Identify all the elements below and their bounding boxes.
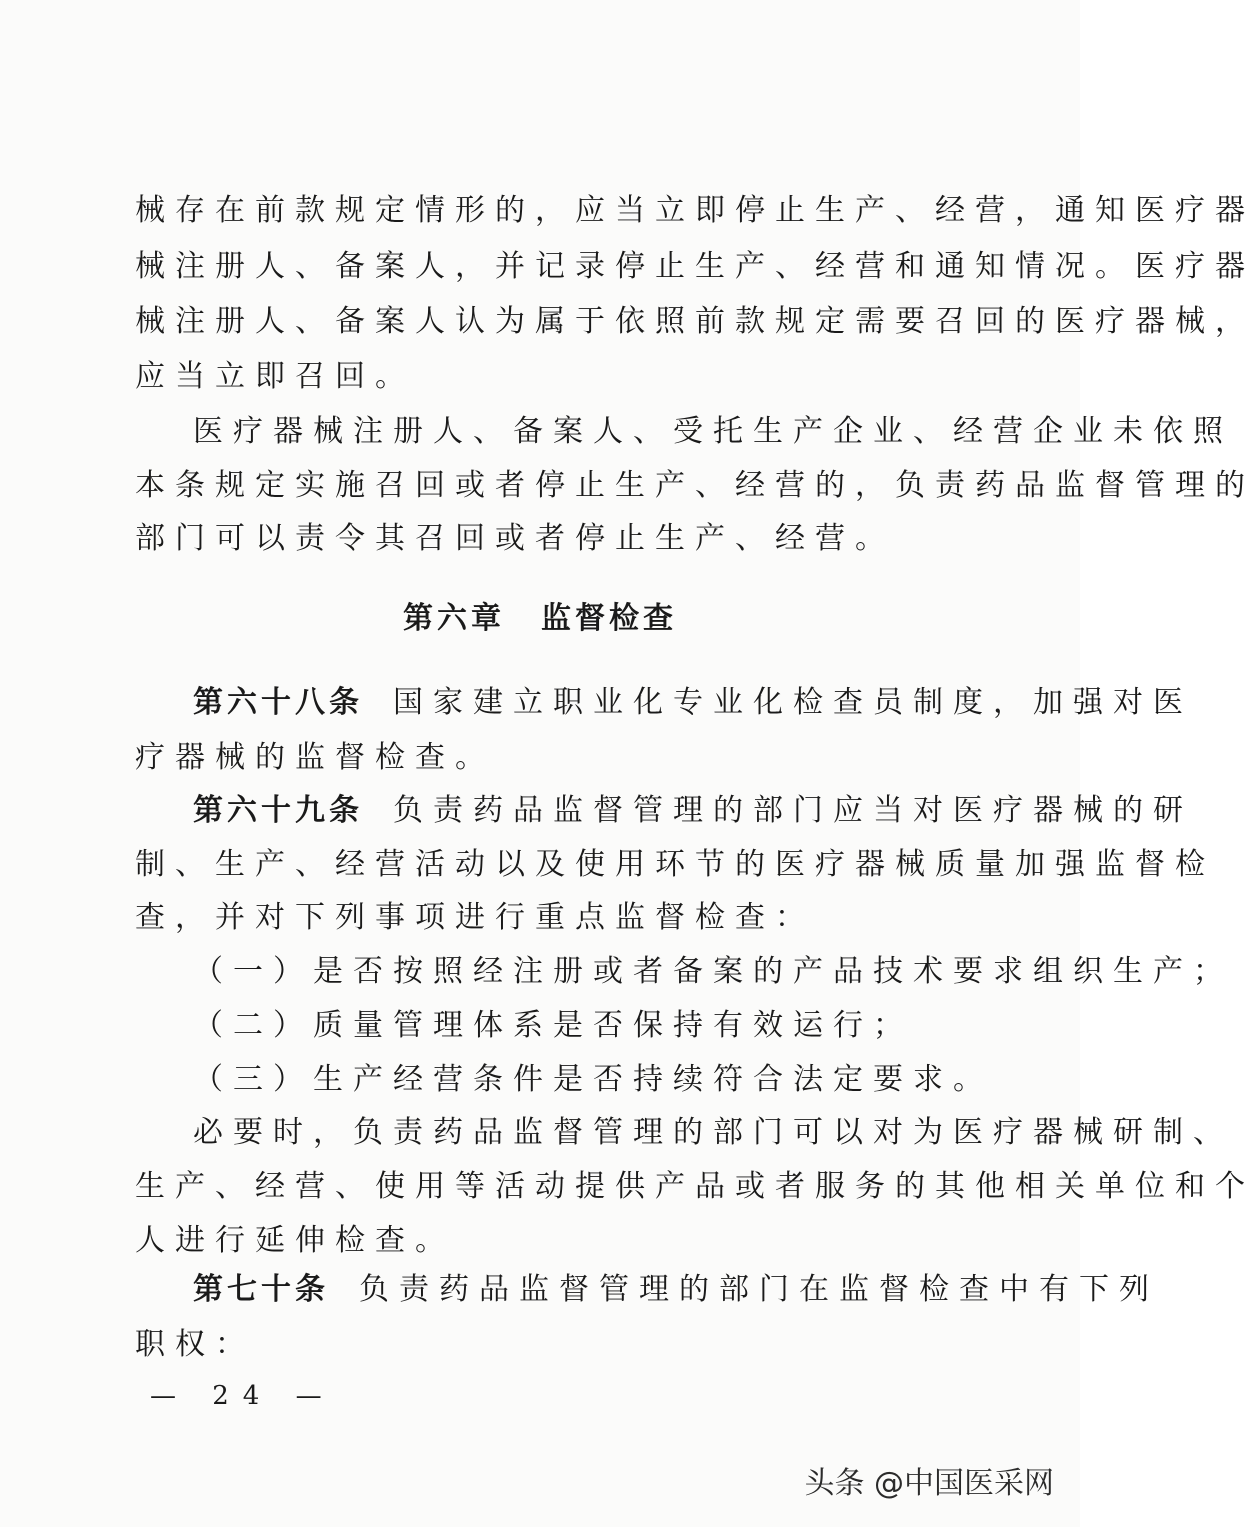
article-69-line [193, 791, 1193, 831]
chapter-number: 第六章 [403, 601, 505, 636]
article-68-text: 国家建立职业化专业化检查员制度，加强对医 [393, 685, 1193, 720]
source-watermark: 头条 @中国医采网 [804, 1466, 1054, 1501]
text-line: 本条规定实施召回或者停止生产、经营的，负责药品监督管理的 [135, 468, 1255, 503]
article-68-line [193, 683, 1193, 723]
text-line: 医疗器械注册人、备案人、受托生产企业、经营企业未依照 [193, 414, 1233, 449]
text-line: 械注册人、备案人认为属于依照前款规定需要召回的医疗器械， [135, 304, 1255, 339]
text-line: 部门可以责令其召回或者停止生产、经营。 [135, 521, 895, 556]
text-line: 必要时，负责药品监督管理的部门可以对为医疗器械研制、 [193, 1115, 1233, 1150]
text-line: 制、生产、经营活动以及使用环节的医疗器械质量加强监督检 [135, 847, 1215, 882]
chapter-title: 监督检查 [541, 601, 677, 636]
text-line: 查，并对下列事项进行重点监督检查： [135, 900, 815, 935]
page-number: — 24 — [150, 1381, 336, 1411]
chapter-heading [0, 599, 1080, 639]
article-70-heading: 第七十条 [193, 1272, 329, 1307]
article-70-text: 负责药品监督管理的部门在监督检查中有下列 [359, 1272, 1159, 1307]
article-69-text: 负责药品监督管理的部门应当对医疗器械的研 [393, 793, 1193, 828]
text-line: 械注册人、备案人，并记录停止生产、经营和通知情况。医疗器 [135, 249, 1255, 284]
article-70-line [193, 1270, 1159, 1310]
list-item: （三）生产经营条件是否持续符合法定要求。 [193, 1062, 993, 1097]
article-69-heading: 第六十九条 [193, 793, 363, 828]
text-line: 人进行延伸检查。 [135, 1223, 455, 1258]
text-line: 械存在前款规定情形的，应当立即停止生产、经营，通知医疗器 [135, 193, 1255, 228]
article-68-heading: 第六十八条 [193, 685, 363, 720]
text-line: 疗器械的监督检查。 [135, 740, 495, 775]
list-item: （一）是否按照经注册或者备案的产品技术要求组织生产； [193, 954, 1233, 989]
text-line: 职权： [135, 1327, 255, 1362]
list-item: （二）质量管理体系是否保持有效运行； [193, 1008, 913, 1043]
text-line: 生产、经营、使用等活动提供产品或者服务的其他相关单位和个 [135, 1169, 1255, 1204]
text-line: 应当立即召回。 [135, 359, 415, 394]
